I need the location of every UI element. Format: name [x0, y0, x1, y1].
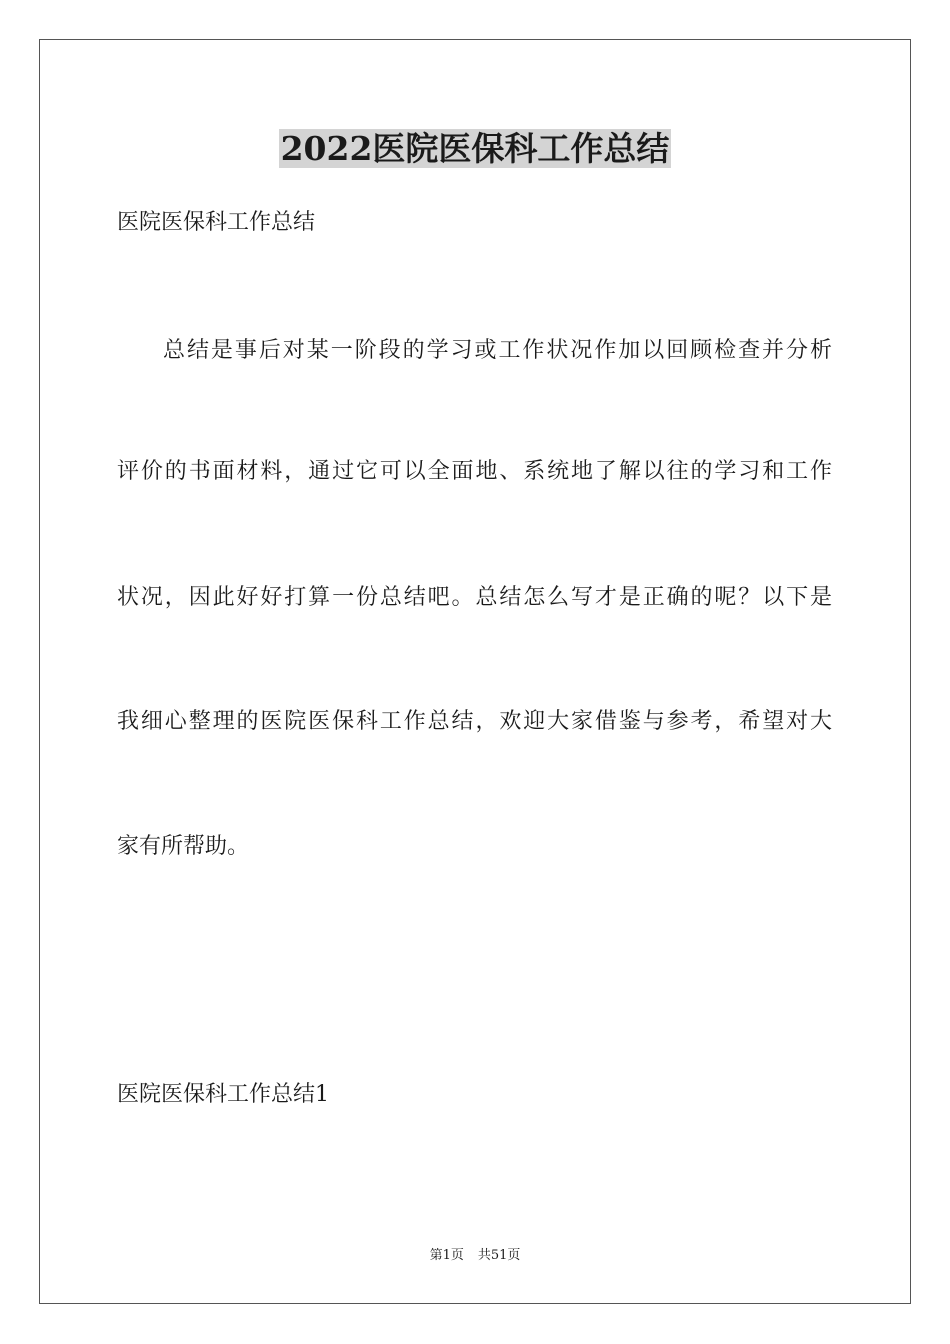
intro-line-1: 总结是事后对某一阶段的学习或工作状况作加以回顾检查并分析: [163, 338, 832, 363]
page-footer: [0, 1247, 950, 1265]
document-title-text: 2022医院医保科工作总结: [280, 129, 670, 168]
page-number-current: 第1页: [429, 1248, 464, 1263]
document-title: [0, 124, 950, 174]
intro-line-3: 状况，因此好好打算一份总结吧。总结怎么写才是正确的呢？以下是: [117, 585, 832, 610]
intro-line-5: 家有所帮助。: [117, 834, 250, 859]
intro-line-2: 评价的书面材料，通过它可以全面地、系统地了解以往的学习和工作: [117, 459, 832, 484]
document-subtitle: 医院医保科工作总结: [117, 210, 316, 235]
intro-line-4: 我细心整理的医院医保科工作总结，欢迎大家借鉴与参考，希望对大: [117, 709, 832, 734]
page-number-total: 共51页: [477, 1248, 521, 1263]
section-heading: 医院医保科工作总结1: [117, 1082, 329, 1107]
